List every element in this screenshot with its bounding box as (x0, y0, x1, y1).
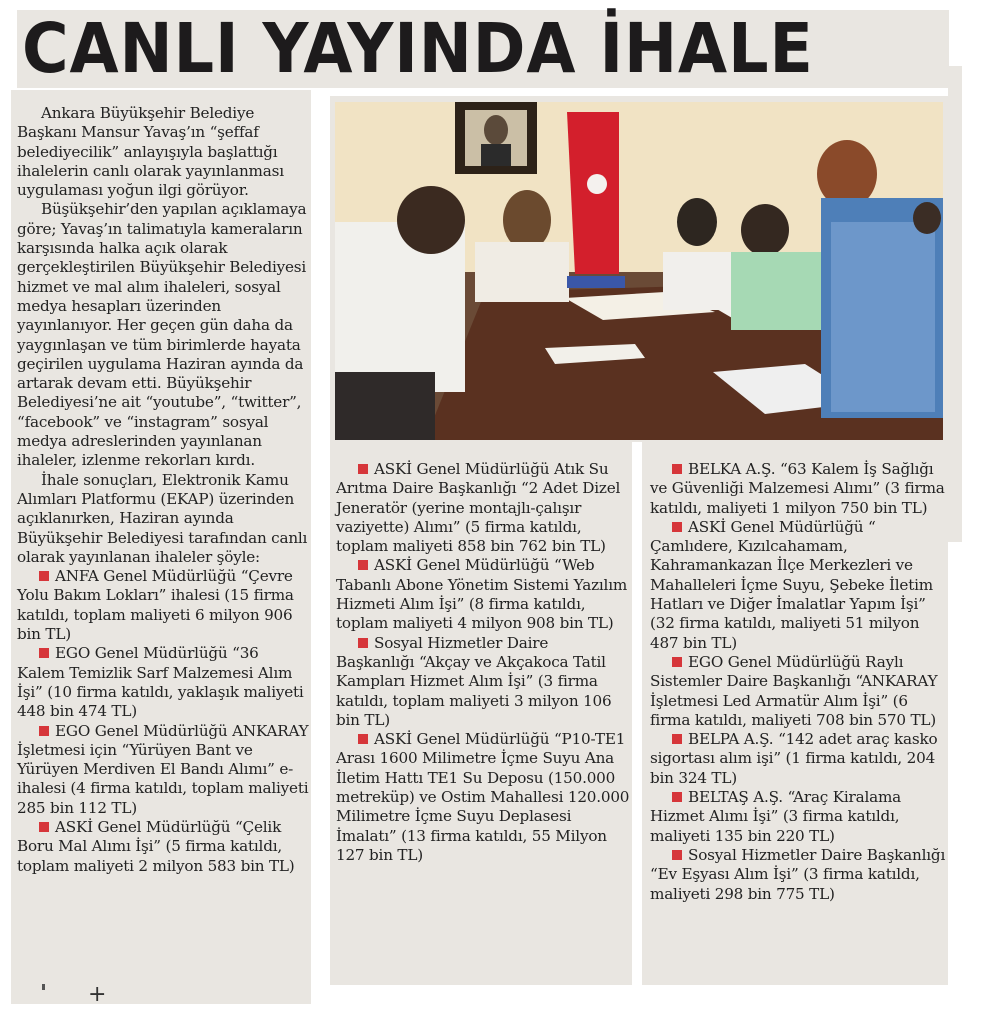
tender-item-text: EGO Genel Müdürlüğü ANKARAY İşletmesi için “Yürüyen Bant ve Yürüyen Merdiven El Bandı Alımı” e-ihalesi (4 firma katıldı, toplam maliyeti 285 bin 112 TL) (17, 721, 309, 817)
bullet-marker (358, 734, 368, 744)
tender-item-text: Sosyal Hizmetler Daire Başkanlığı “Akçay ve Akçakoca Tatil Kampları Hizmet Alım İşi” (3 firma katıldı, toplam maliyeti 3 milyon 106 bin TL) (336, 633, 612, 729)
tender-item-text: ANFA Genel Müdürlüğü “Çevre Yolu Bakım Lokları” ihalesi (15 firma katıldı, toplam maliyeti 6 milyon 906 bin TL) (17, 567, 294, 644)
tender-item (17, 722, 309, 818)
paper-edge (948, 66, 962, 542)
bullet-marker (39, 822, 49, 832)
tender-item-text: ASKİ Genel Müdürlüğü “P10-TE1 Arası 1600 Milimetre İçme Suyu Ana İletim Hattı TE1 Su Deposu (150.000 metreküp) ve Ostim Mahallesi 120.000 Milimetre İçme Suyu Deplasesi İmalatı” (13 firma katıldı, 55 Milyon 127 bin TL) (336, 730, 630, 864)
bullet-marker (672, 850, 682, 860)
bullet-marker (358, 638, 368, 648)
tender-item (336, 460, 630, 556)
tender-item-text: ASKİ Genel Müdürlüğü “ Çamlıdere, Kızılcahamam, Kahramankazan İlçe Merkezleri ve Mahalleleri İçme Suyu, Şebeke İletim Hatları ve Diğer İmalatlar Yapım İşi” (32 firma katıldı, maliyeti 51 milyon 487 bin TL) (650, 517, 933, 652)
tender-item-text: Sosyal Hizmetler Daire Başkanlığı “Ev Eşyası Alım İşi” (3 firma katıldı, maliyeti 298 bin 775 TL) (650, 845, 946, 903)
registration-mark: + (88, 982, 107, 1007)
bullet-marker (672, 657, 682, 667)
bullet-marker (39, 726, 49, 736)
bullet-marker (672, 522, 682, 532)
tender-item (17, 644, 309, 721)
bullet-marker (672, 792, 682, 802)
tender-item (650, 730, 946, 788)
tender-item (650, 653, 946, 730)
tender-item (650, 846, 946, 904)
tender-item-text: EGO Genel Müdürlüğü Raylı Sistemler Daire Başkanlığı “ANKARAY İşletmesi Led Armatür Alım İşi” (6 firma katıldı, maliyeti 708 bin 570 TL) (650, 652, 938, 729)
tender-item (336, 556, 630, 633)
tender-item (650, 460, 946, 518)
crop-mark (42, 984, 45, 990)
intro-paragraph: Ankara Büyükşehir Belediye Başkanı Mansur Yavaş’ın “şeffaf belediyecilik” anlayışıyla başlattığı ihalelerin canlı olarak yayınlanması uygulaması yoğun ilgi görüyor. (17, 104, 284, 200)
tender-item-text: ASKİ Genel Müdürlüğü Atık Su Arıtma Daire Başkanlığı “2 Adet Dizel Jeneratör (yerine montajlı-çalışır vaziyette) Alımı” (5 firma katıldı, toplam maliyeti 858 bin 762 bin TL) (336, 460, 621, 556)
bullet-marker (358, 560, 368, 570)
tender-item (650, 518, 946, 653)
intro-paragraph: Büşükşehir’den yapılan açıklamaya göre; Yavaş’ın talimatıyla kameraların karşısında halka açık olarak gerçekleştirilen Büyükşehir Belediyesi hizmet ve mal alım ihaleleri, sosyal medya hesapları üzerinden yayınlanıyor. Her geçen gün daha da yaygınlaşan ve tüm birimlerde hayata geçirilen uygulama Haziran ayında da artarak devam etti. Büyükşehir Belediyesi’ne ait “youtube”, “twitter”, “facebook” ve “instagram” sosyal medya adreslerinden yayınlanan ihaleler, izlenme rekorları kırdı. (17, 200, 307, 470)
photo-illustration (335, 102, 943, 440)
tender-item-text: ASKİ Genel Müdürlüğü “Web Tabanlı Abone Yönetim Sistemi Yazılım Hizmeti Alım İşi” (8 firma katıldı, toplam maliyeti 4 milyon 908 bin TL) (336, 556, 628, 633)
headline: CANLI YAYINDA İHALE (22, 9, 814, 89)
tender-item (17, 818, 309, 876)
bullet-marker (358, 464, 368, 474)
column-3 (650, 460, 946, 904)
tender-item-text: BELTAŞ A.Ş. “Araç Kiralama Hizmet Alımı İşi” (3 firma katıldı, maliyeti 135 bin 220 TL) (650, 788, 902, 845)
tender-item (336, 634, 630, 730)
bullet-marker (672, 464, 682, 474)
tender-item (336, 730, 630, 865)
bullet-marker (39, 648, 49, 658)
tender-item-text: EGO Genel Müdürlüğü “36 Kalem Temizlik Sarf Malzemesi Alım İşi” (10 firma katıldı, yaklaşık maliyeti 448 bin 474 TL) (17, 644, 304, 721)
tender-item-text: ASKİ Genel Müdürlüğü “Çelik Boru Mal Alımı İşi” (5 firma katıldı, toplam maliyeti 2 milyon 583 bin TL) (17, 817, 295, 875)
intro-paragraph: İhale sonuçları, Elektronik Kamu Alımları Platformu (EKAP) üzerinden açıklanırken, Haziran ayında Büyükşehir Belediyesi tarafından canlı olarak yayınlanan ihaleler şöyle: (17, 470, 308, 566)
tender-item-text: BELKA A.Ş. “63 Kalem İş Sağlığı ve Güvenliği Malzemesi Alımı” (3 firma katıldı, maliyeti 1 milyon 750 bin TL) (650, 460, 945, 517)
column-2 (336, 460, 630, 865)
bullet-marker (39, 571, 49, 581)
column-1 (17, 104, 309, 876)
bullet-marker (672, 734, 682, 744)
tender-item-text: BELPA A.Ş. “142 adet araç kasko sigortası alım işi” (1 firma katıldı, 204 bin 324 TL) (650, 730, 938, 787)
tender-item (17, 567, 309, 644)
tender-item (650, 788, 946, 846)
tender-meeting-photo (335, 102, 943, 440)
